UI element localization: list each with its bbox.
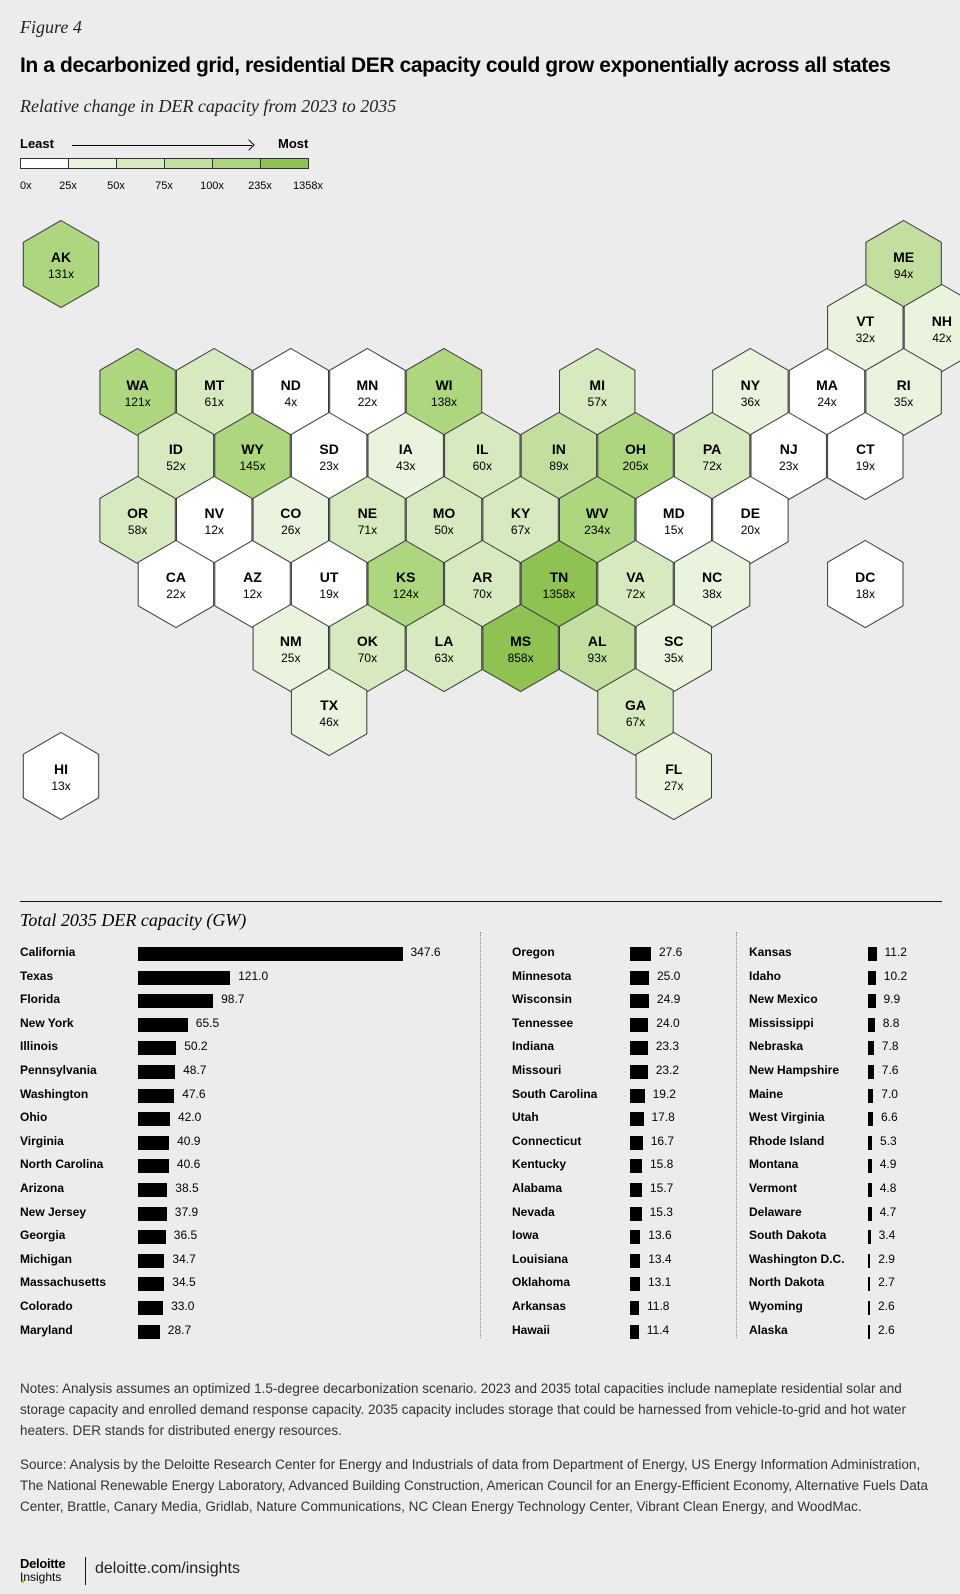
map-subtitle: Relative change in DER capacity from 2023 to 2035 bbox=[20, 96, 397, 116]
state-code-label: NV bbox=[204, 505, 224, 521]
bar-category-label: Arizona bbox=[20, 1181, 65, 1195]
state-code-label: HI bbox=[54, 761, 68, 777]
bar-category-label: Florida bbox=[20, 992, 61, 1007]
bar-value-label: 7.0 bbox=[881, 1086, 898, 1101]
column-divider bbox=[480, 932, 481, 1338]
state-code-label: DE bbox=[740, 505, 761, 521]
legend-swatch bbox=[260, 158, 309, 169]
legend-swatch bbox=[116, 158, 165, 169]
bar-category-label: Connecticut bbox=[512, 1133, 582, 1148]
bar bbox=[868, 1089, 873, 1103]
bar-category-label: Indiana bbox=[512, 1039, 555, 1054]
state-code-label: GA bbox=[625, 697, 646, 713]
bar-chart-title: Total 2035 DER capacity (GW) bbox=[20, 910, 247, 930]
state-value-label: 93x bbox=[587, 651, 607, 665]
bar-category-label: Nebraska bbox=[749, 1039, 804, 1054]
bar-value-label: 47.6 bbox=[182, 1086, 206, 1101]
state-code-label: KY bbox=[510, 505, 531, 521]
state-code-label: NC bbox=[701, 569, 723, 585]
section-divider bbox=[20, 901, 942, 902]
state-code-label: NM bbox=[279, 633, 302, 649]
bar bbox=[630, 1018, 648, 1032]
state-value-label: 25x bbox=[281, 651, 301, 665]
bar-value-label: 65.5 bbox=[195, 1015, 220, 1030]
bar-value-label: 2.6 bbox=[878, 1322, 895, 1337]
state-code-label: NY bbox=[740, 377, 761, 393]
state-value-label: 70x bbox=[357, 651, 378, 665]
bar-category-label: South Carolina bbox=[512, 1086, 598, 1101]
state-value-label: 205x bbox=[622, 459, 649, 473]
state-code-label: CO bbox=[280, 505, 302, 521]
bar-value-label: 3.4 bbox=[878, 1228, 896, 1243]
bar-value-label: 10.2 bbox=[883, 968, 908, 983]
bar-category-label: Massachusetts bbox=[20, 1275, 107, 1290]
bar-value-label: 28.7 bbox=[167, 1322, 192, 1337]
state-value-label: 19x bbox=[319, 587, 339, 601]
bar-value-label: 2.6 bbox=[878, 1299, 895, 1313]
bar bbox=[868, 1301, 870, 1315]
state-code-label: IL bbox=[476, 441, 489, 457]
state-value-label: 20x bbox=[740, 523, 761, 537]
legend-arrow bbox=[72, 145, 252, 146]
bar-value-label: 38.5 bbox=[175, 1181, 199, 1195]
bar bbox=[868, 1136, 872, 1150]
state-value-label: 67x bbox=[510, 523, 531, 537]
state-value-label: 60x bbox=[472, 459, 492, 473]
state-code-label: MD bbox=[662, 505, 685, 521]
state-code-label: UT bbox=[319, 569, 339, 585]
bar-category-label: South Dakota bbox=[749, 1228, 827, 1243]
bar-category-label: California bbox=[20, 945, 76, 959]
bar-category-label: New Jersey bbox=[20, 1204, 87, 1219]
legend-least-label: Least bbox=[20, 136, 54, 151]
legend-swatch bbox=[20, 158, 69, 169]
state-value-label: 61x bbox=[204, 395, 224, 409]
state-value-label: 63x bbox=[434, 651, 454, 665]
bar bbox=[138, 971, 230, 985]
bar bbox=[630, 947, 651, 961]
bar-value-label: 8.8 bbox=[882, 1015, 900, 1030]
state-value-label: 50x bbox=[434, 523, 454, 537]
bar bbox=[138, 1041, 176, 1055]
bar-category-label: Oregon bbox=[512, 945, 555, 959]
bar-category-label: Nevada bbox=[512, 1204, 555, 1219]
bar-value-label: 23.3 bbox=[655, 1039, 680, 1054]
state-value-label: 67x bbox=[625, 715, 646, 729]
bar bbox=[630, 1136, 643, 1150]
state-value-label: 23x bbox=[779, 459, 799, 473]
bar bbox=[630, 971, 649, 985]
state-value-label: 858x bbox=[507, 651, 534, 665]
figure-label: Figure 4 bbox=[20, 17, 82, 37]
state-code-label: LA bbox=[434, 633, 454, 649]
legend-tick-label: 75x bbox=[155, 180, 173, 192]
bar bbox=[630, 1230, 640, 1244]
state-value-label: 57x bbox=[587, 395, 607, 409]
hex-tile-map bbox=[0, 210, 960, 850]
state-value-label: 38x bbox=[702, 587, 722, 601]
state-code-label: DC bbox=[855, 569, 876, 585]
state-value-label: 52x bbox=[166, 459, 186, 473]
state-code-label: TX bbox=[320, 697, 339, 713]
state-value-label: 4x bbox=[284, 395, 298, 409]
bar-category-label: Kansas bbox=[749, 945, 792, 959]
bar bbox=[630, 1301, 639, 1315]
state-code-label: OK bbox=[356, 633, 378, 649]
state-code-label: WY bbox=[241, 441, 264, 457]
bar-value-label: 33.0 bbox=[171, 1299, 195, 1313]
state-code-label: OH bbox=[625, 441, 646, 457]
bar-category-label: Tennessee bbox=[512, 1015, 574, 1030]
state-value-label: 22x bbox=[357, 395, 378, 409]
state-value-label: 24x bbox=[817, 395, 837, 409]
legend-tick-label: 1358x bbox=[293, 180, 323, 192]
state-code-label: IN bbox=[551, 441, 566, 457]
bar-value-label: 347.6 bbox=[410, 945, 441, 959]
state-code-label: FL bbox=[665, 761, 683, 777]
bar-category-label: Ohio bbox=[20, 1110, 48, 1125]
bar-category-label: New York bbox=[20, 1015, 74, 1030]
bar-category-label: Wyoming bbox=[749, 1299, 803, 1313]
bar bbox=[138, 1018, 188, 1032]
bar bbox=[630, 1112, 644, 1126]
bar bbox=[138, 1136, 169, 1150]
bar-category-label: Michigan bbox=[20, 1251, 73, 1266]
bar-value-label: 34.5 bbox=[172, 1275, 196, 1290]
bar bbox=[630, 1041, 648, 1055]
state-code-label: AZ bbox=[243, 569, 262, 585]
bar-value-label: 25.0 bbox=[657, 968, 681, 983]
bar-value-label: 36.5 bbox=[173, 1228, 198, 1243]
bar-category-label: West Virginia bbox=[749, 1110, 825, 1125]
bar-category-label: Minnesota bbox=[512, 968, 572, 983]
bar-value-label: 13.6 bbox=[648, 1228, 672, 1243]
bar-value-label: 48.7 bbox=[183, 1063, 207, 1077]
bar-category-label: North Carolina bbox=[20, 1157, 104, 1172]
bar-category-label: Texas bbox=[20, 968, 54, 983]
bar bbox=[630, 1277, 640, 1291]
bar-category-label: Georgia bbox=[20, 1228, 66, 1243]
state-code-label: WV bbox=[585, 505, 609, 521]
bar-value-label: 37.9 bbox=[174, 1204, 199, 1219]
state-code-label: CA bbox=[165, 569, 187, 585]
state-value-label: 27x bbox=[664, 779, 684, 793]
footer-link[interactable]: deloitte.com/insights bbox=[95, 1560, 240, 1577]
bar-value-label: 16.7 bbox=[650, 1133, 675, 1148]
state-value-label: 13x bbox=[51, 779, 71, 793]
state-value-label: 71x bbox=[357, 523, 378, 537]
bar-value-label: 11.8 bbox=[647, 1299, 670, 1313]
bar-value-label: 4.8 bbox=[879, 1181, 897, 1195]
bar-value-label: 27.6 bbox=[659, 945, 683, 959]
bar-category-label: Maryland bbox=[20, 1322, 73, 1337]
bar-value-label: 15.7 bbox=[649, 1181, 674, 1195]
state-code-label: NJ bbox=[779, 441, 798, 457]
bar bbox=[630, 1183, 642, 1197]
legend-tick-label: 100x bbox=[200, 180, 224, 192]
bar bbox=[138, 947, 403, 961]
bar bbox=[138, 1325, 160, 1339]
bar-category-label: Delaware bbox=[749, 1204, 802, 1219]
state-code-label: IA bbox=[398, 441, 413, 457]
bar-category-label: Virginia bbox=[20, 1133, 64, 1148]
bar-category-label: North Dakota bbox=[749, 1275, 825, 1290]
state-code-label: NH bbox=[931, 313, 953, 329]
state-value-label: 43x bbox=[396, 459, 416, 473]
bar-category-label: Rhode Island bbox=[749, 1133, 825, 1148]
bar-value-label: 15.8 bbox=[650, 1157, 674, 1172]
legend-most-label: Most bbox=[278, 136, 309, 151]
state-code-label: TN bbox=[549, 569, 569, 585]
state-value-label: 35x bbox=[664, 651, 684, 665]
state-value-label: 35x bbox=[893, 395, 914, 409]
legend-swatch bbox=[212, 158, 261, 169]
state-value-label: 72x bbox=[702, 459, 722, 473]
bar-category-label: Louisiana bbox=[512, 1251, 569, 1266]
bar bbox=[138, 1159, 169, 1173]
bar bbox=[868, 1183, 872, 1197]
state-value-label: 58x bbox=[127, 523, 148, 537]
bar bbox=[138, 1230, 166, 1244]
footer-separator bbox=[85, 1557, 86, 1585]
state-value-label: 22x bbox=[166, 587, 186, 601]
state-code-label: AK bbox=[50, 249, 72, 265]
state-code-label: AR bbox=[472, 569, 493, 585]
bar bbox=[868, 1230, 871, 1244]
state-code-label: VA bbox=[626, 569, 645, 585]
bar-category-label: Alabama bbox=[512, 1181, 563, 1195]
bar-value-label: 121.0 bbox=[238, 968, 269, 983]
state-value-label: 32x bbox=[855, 331, 875, 345]
state-code-label: ND bbox=[280, 377, 301, 393]
state-hex-hi bbox=[23, 733, 98, 820]
state-code-label: NE bbox=[357, 505, 378, 521]
bar bbox=[868, 1277, 870, 1291]
bar-value-label: 98.7 bbox=[221, 992, 245, 1007]
state-value-label: 1358x bbox=[542, 587, 576, 601]
bar-value-label: 11.4 bbox=[646, 1322, 670, 1337]
state-code-label: MN bbox=[356, 377, 379, 393]
bar-value-label: 4.7 bbox=[879, 1204, 897, 1219]
state-value-label: 23x bbox=[319, 459, 339, 473]
bar bbox=[630, 1325, 639, 1339]
bar-value-label: 40.6 bbox=[176, 1157, 201, 1172]
bar bbox=[868, 1065, 874, 1079]
state-code-label: MO bbox=[432, 505, 456, 521]
bar-value-label: 9.9 bbox=[883, 992, 901, 1007]
bar bbox=[868, 1112, 873, 1126]
bar-category-label: Idaho bbox=[749, 968, 781, 983]
state-value-label: 72x bbox=[625, 587, 646, 601]
state-value-label: 26x bbox=[281, 523, 301, 537]
bar-category-label: Washington bbox=[20, 1086, 89, 1101]
state-code-label: MI bbox=[589, 377, 605, 393]
state-code-label: CT bbox=[855, 441, 875, 457]
bar-category-label: Arkansas bbox=[512, 1299, 567, 1313]
bar-category-label: Missouri bbox=[512, 1063, 562, 1077]
bar-value-label: 40.9 bbox=[177, 1133, 201, 1148]
legend-tick-label: 0x bbox=[20, 180, 32, 192]
bar bbox=[868, 947, 877, 961]
bar-category-label: Illinois bbox=[20, 1039, 59, 1054]
chart-title: In a decarbonized grid, residential DER capacity could grow exponentially across all states bbox=[20, 54, 891, 77]
bar bbox=[868, 1041, 874, 1055]
bar-value-label: 23.2 bbox=[655, 1063, 680, 1077]
bar-value-label: 4.9 bbox=[879, 1157, 897, 1172]
bar-value-label: 7.8 bbox=[881, 1039, 899, 1054]
state-hex-ak bbox=[23, 221, 98, 308]
state-code-label: MS bbox=[510, 633, 532, 649]
bar bbox=[868, 1207, 872, 1221]
state-value-label: 19x bbox=[855, 459, 875, 473]
bar-category-label: Hawaii bbox=[512, 1322, 551, 1337]
state-code-label: SC bbox=[664, 633, 684, 649]
bar bbox=[138, 1301, 163, 1315]
bar bbox=[630, 1089, 645, 1103]
bar-value-label: 50.2 bbox=[184, 1039, 208, 1054]
bar-category-label: Vermont bbox=[749, 1181, 798, 1195]
bar-category-label: Colorado bbox=[20, 1299, 73, 1313]
state-code-label: WA bbox=[126, 377, 149, 393]
state-value-label: 12x bbox=[242, 587, 263, 601]
bar-value-label: 24.0 bbox=[656, 1015, 680, 1030]
state-value-label: 145x bbox=[239, 459, 266, 473]
bar bbox=[630, 1254, 640, 1268]
color-legend bbox=[20, 136, 340, 196]
state-value-label: 46x bbox=[319, 715, 339, 729]
bar bbox=[868, 971, 876, 985]
legend-swatch bbox=[164, 158, 213, 169]
state-value-label: 234x bbox=[584, 523, 611, 537]
state-code-label: ME bbox=[893, 249, 915, 265]
state-value-label: 131x bbox=[47, 267, 75, 281]
bar bbox=[138, 1183, 167, 1197]
legend-tick-label: 25x bbox=[59, 180, 77, 192]
state-hex-dc bbox=[828, 541, 903, 628]
bar bbox=[138, 1089, 174, 1103]
state-code-label: VT bbox=[856, 313, 875, 329]
bar-value-label: 15.3 bbox=[649, 1204, 673, 1219]
state-code-label: RI bbox=[896, 377, 911, 393]
state-value-label: 42x bbox=[932, 331, 952, 345]
state-code-label: AL bbox=[587, 633, 607, 649]
legend-swatch bbox=[68, 158, 117, 169]
bar bbox=[868, 994, 876, 1008]
state-code-label: KS bbox=[395, 569, 416, 585]
state-value-label: 12x bbox=[204, 523, 224, 537]
state-code-label: ID bbox=[168, 441, 183, 457]
bar bbox=[868, 1018, 875, 1032]
bar-value-label: 2.9 bbox=[878, 1251, 895, 1266]
bar-value-label: 19.2 bbox=[652, 1086, 676, 1101]
bar-value-label: 5.3 bbox=[880, 1133, 897, 1148]
bar bbox=[138, 1277, 164, 1291]
bar-category-label: Washington D.C. bbox=[749, 1251, 845, 1266]
bar-category-label: Alaska bbox=[749, 1322, 788, 1337]
bar bbox=[630, 1207, 642, 1221]
bar-value-label: 42.0 bbox=[178, 1110, 202, 1125]
state-value-label: 70x bbox=[472, 587, 492, 601]
state-code-label: MT bbox=[204, 377, 225, 393]
bar bbox=[630, 1159, 642, 1173]
logo-wordmark: Deloitte bbox=[20, 1556, 66, 1571]
state-code-label: SD bbox=[319, 441, 339, 457]
bar-value-label: 2.7 bbox=[878, 1275, 895, 1290]
bar-category-label: Mississippi bbox=[749, 1015, 814, 1030]
bar-category-label: Maine bbox=[749, 1086, 784, 1101]
notes-text: Notes: Analysis assumes an optimized 1.5-degree decarbonization scenario. 2023 and 2035 total capacities include nameplate residential solar and storage capacity and enrolled demand response capacity. 2035 capacity includes storage that could be harnessed from vehicle-to-grid and hot water heaters. DER stands for distributed energy resources. bbox=[20, 1381, 907, 1438]
bar bbox=[630, 994, 649, 1008]
bar bbox=[138, 1065, 175, 1079]
bar-value-label: 13.1 bbox=[648, 1275, 672, 1290]
bar bbox=[138, 994, 213, 1008]
state-value-label: 36x bbox=[740, 395, 761, 409]
state-value-label: 121x bbox=[124, 395, 151, 409]
bar bbox=[138, 1112, 170, 1126]
bar-category-label: New Hampshire bbox=[749, 1063, 840, 1077]
state-value-label: 124x bbox=[392, 587, 419, 601]
bar bbox=[138, 1254, 164, 1268]
bar bbox=[138, 1207, 167, 1221]
state-code-label: MA bbox=[816, 377, 838, 393]
bar bbox=[630, 1065, 648, 1079]
bar-value-label: 6.6 bbox=[881, 1110, 898, 1125]
bar-value-label: 7.6 bbox=[881, 1063, 899, 1077]
bar-category-label: Utah bbox=[512, 1110, 539, 1125]
bar-category-label: Oklahoma bbox=[512, 1275, 571, 1290]
state-value-label: 15x bbox=[664, 523, 684, 537]
state-code-label: PA bbox=[702, 441, 722, 457]
bar-category-label: New Mexico bbox=[749, 992, 818, 1007]
bar-value-label: 24.9 bbox=[656, 992, 681, 1007]
state-code-label: OR bbox=[127, 505, 149, 521]
bar-value-label: 17.8 bbox=[651, 1110, 675, 1125]
state-value-label: 94x bbox=[893, 267, 914, 281]
source-text: Source: Analysis by the Deloitte Research Center for Energy and Industrials of data from Department of Energy, US Energy Information Administration, The National Renewable Energy Laboratory, Advanced Building Construction, American Council for an Energy-Efficient Economy, Alternative Fuels Data Center, Brattle, Canary Media, Gridlab, Nature Communications, NC Clean Energy Technology Center, Vibrant Clean Energy, and WoodMac. bbox=[20, 1457, 928, 1514]
bar-value-label: 34.7 bbox=[172, 1251, 196, 1266]
bar-category-label: Wisconsin bbox=[512, 992, 572, 1007]
bar-value-label: 13.4 bbox=[648, 1251, 672, 1266]
column-divider bbox=[736, 932, 737, 1338]
bar bbox=[868, 1325, 870, 1339]
state-value-label: 138x bbox=[430, 395, 458, 409]
bar-category-label: Kentucky bbox=[512, 1157, 567, 1172]
bar bbox=[868, 1254, 870, 1268]
bar bbox=[868, 1159, 872, 1173]
bar-category-label: Pennsylvania bbox=[20, 1063, 97, 1077]
legend-tick-label: 50x bbox=[107, 180, 125, 192]
bar-category-label: Montana bbox=[749, 1157, 799, 1172]
state-value-label: 89x bbox=[549, 459, 569, 473]
state-code-label: WI bbox=[435, 377, 453, 393]
state-value-label: 18x bbox=[855, 587, 875, 601]
bar-category-label: Iowa bbox=[512, 1228, 539, 1243]
legend-tick-label: 235x bbox=[248, 180, 272, 192]
bar-value-label: 11.2 bbox=[884, 945, 907, 959]
insights-label: Insights bbox=[20, 1570, 62, 1584]
